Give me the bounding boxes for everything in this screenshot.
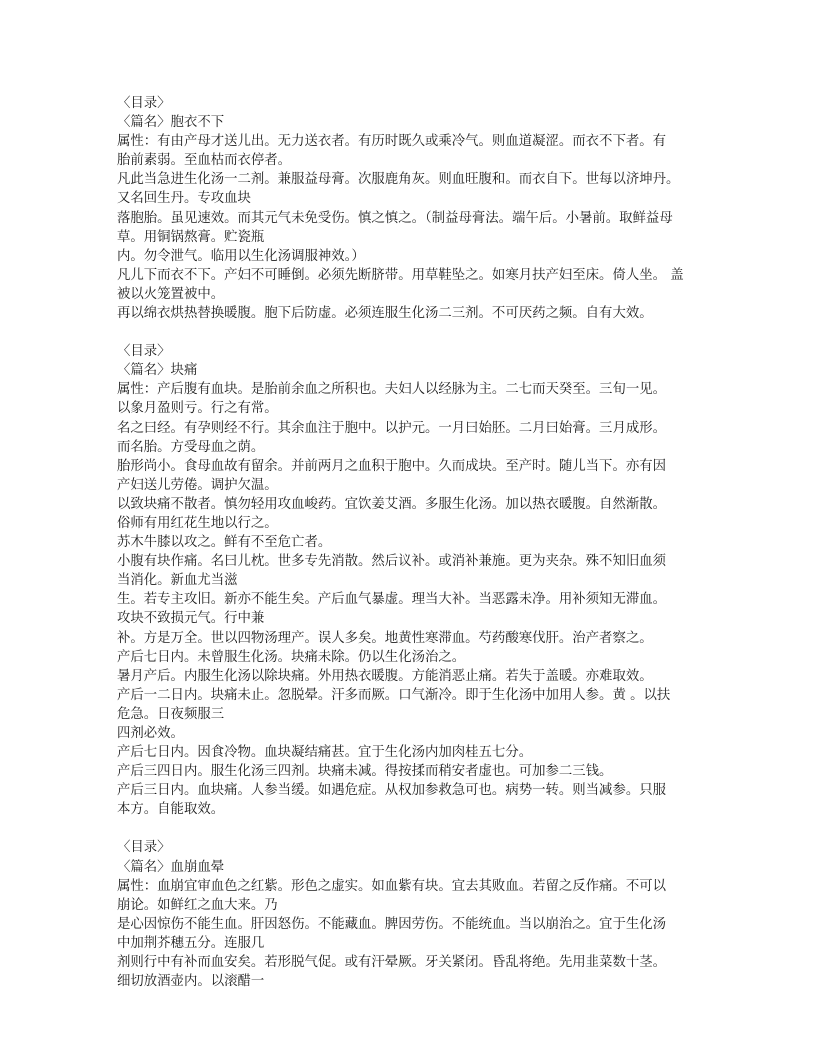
text-line: 内。勿令泄气。临用以生化汤调服神效。） [117, 248, 365, 264]
text-line: 产后三日内。血块痛。人参当缓。如遇危症。从权加参救急可也。病势一转。则当减参。只服 [117, 783, 667, 799]
text-line: 再以绵衣烘热替换暖腹。胞下后防虚。必须连服生化汤二三剂。不可厌药之频。自有大效。 [117, 306, 653, 322]
toc-label: 〈目录〉 [117, 344, 171, 360]
text-line: 属性：血崩宜审血色之红紫。形色之虚实。如血紫有块。宜去其败血。若留之反作痛。不可以 [117, 878, 667, 894]
text-line: 小腹有块作痛。名曰儿枕。世多专先消散。然后议补。或消补兼施。更为夹杂。殊不知旧血须 [117, 554, 667, 570]
section-clot-pain [117, 342, 717, 819]
text-line: 生。若专主攻旧。新亦不能生矣。产后血气暴虚。理当大补。当恶露未净。用补须知无滞血。 [117, 592, 667, 608]
text-line: 危急。日夜频服三 [117, 706, 225, 722]
text-line: 苏木牛膝以攻之。鲜有不至危亡者。 [117, 535, 332, 551]
text-line: 被以火笼置被中。 [117, 286, 225, 302]
text-line: 四剂必效。 [117, 726, 184, 741]
text-line: 中加荆芥穗五分。连服几 [117, 935, 265, 951]
section-placenta-retention [117, 94, 717, 323]
text-line: 俗师有用红花生地以行之。 [117, 515, 278, 531]
text-line: 凡儿下而衣不下。产妇不可睡倒。必须先断脐带。用草鞋坠之。如寒月扶产妇至床。倚人坐。 盖 [117, 267, 684, 283]
text-line: 是心因惊伤不能生血。肝因怒伤。不能藏血。脾因劳伤。不能统血。当以崩治之。宜于生化汤 [117, 916, 667, 932]
text-line: 胎形尚小。食母血故有留余。并前两月之血积于胞中。久而成块。至产时。随儿当下。亦有因 [117, 458, 667, 474]
text-line: 属性：有由产母才送儿出。无力送衣者。有历时既久或乘冷气。则血道凝涩。而衣不下者。有 [117, 134, 667, 150]
text-line: 崩论。如鲜红之血大来。乃 [117, 897, 278, 913]
document-page [117, 94, 717, 991]
text-line: 属性：产后腹有血块。是胎前余血之所积也。夫妇人以经脉为主。二七而天癸至。三旬一见。 [117, 382, 667, 398]
toc-label: 〈目录〉 [117, 96, 171, 111]
section-hemorrhage-syncope [117, 838, 717, 991]
text-line: 本方。自能取效。 [117, 802, 225, 818]
text-line: 又名回生丹。专攻血块 [117, 191, 251, 207]
text-line: 当消化。新血尤当滋 [117, 573, 238, 589]
text-line: 细切放酒壶内。以滚醋一 [117, 974, 265, 990]
text-line: 落胞胎。虽见速效。而其元气未免受伤。慎之慎之。（制益母膏法。端午后。小暑前。取鲜益母 [117, 210, 673, 226]
text-line: 剂则行中有补而血安矣。若形脱气促。或有汗晕厥。牙关紧闭。昏乱将绝。先用韭菜数十茎。 [117, 955, 667, 971]
text-line: 以象月盈则亏。行之有常。 [117, 401, 278, 417]
text-line: 以致块痛不散者。慎勿轻用攻血峻药。宜饮姜艾酒。多服生化汤。加以热衣暖腹。自然渐散。 [117, 496, 667, 512]
text-line: 补。方是万全。世以四物汤理产。误人多矣。地黄性寒滞血。芍药酸寒伐肝。治产者察之。 [117, 630, 653, 646]
toc-label: 〈目录〉 [117, 840, 171, 856]
section-title: 〈篇名〉血崩血晕 [117, 859, 225, 875]
text-line: 草。用铜锅熬膏。贮瓷瓶 [117, 229, 265, 245]
text-line: 产后七日内。未曾服生化汤。块痛未除。仍以生化汤治之。 [117, 649, 466, 665]
text-line: 而名胎。方受母血之荫。 [117, 439, 265, 455]
text-line: 名之曰经。有孕则经不行。其余血注于胞中。以护元。一月曰始胚。二月曰始膏。三月成形。 [117, 420, 667, 436]
text-line: 胎前素弱。至血枯而衣停者。 [117, 153, 292, 169]
section-title: 〈篇名〉胞衣不下 [117, 115, 225, 131]
text-line: 产后七日内。因食冷物。血块凝结痛甚。宜于生化汤内加肉桂五七分。 [117, 745, 533, 761]
text-line: 产后一二日内。块痛未止。忽脱晕。汗多而厥。口气渐冷。即于生化汤中加用人参。黄 。以扶 [117, 687, 671, 703]
text-line: 产妇送儿劳倦。调护欠温。 [117, 477, 278, 493]
text-line: 产后三四日内。服生化汤三四剂。块痛未减。得按揉而稍安者虚也。可加参二三钱。 [117, 764, 613, 780]
text-line: 暑月产后。内服生化汤以除块痛。外用热衣暖腹。方能消恶止痛。若失于盖暖。亦难取效。 [117, 668, 653, 684]
text-line: 凡此当急进生化汤一二剂。兼服益母膏。次服鹿角灰。则血旺腹和。而衣自下。世每以济坤丹。 [117, 172, 680, 188]
text-line: 攻块不致损元气。行中兼 [117, 611, 265, 627]
section-title: 〈篇名〉块痛 [117, 363, 198, 379]
